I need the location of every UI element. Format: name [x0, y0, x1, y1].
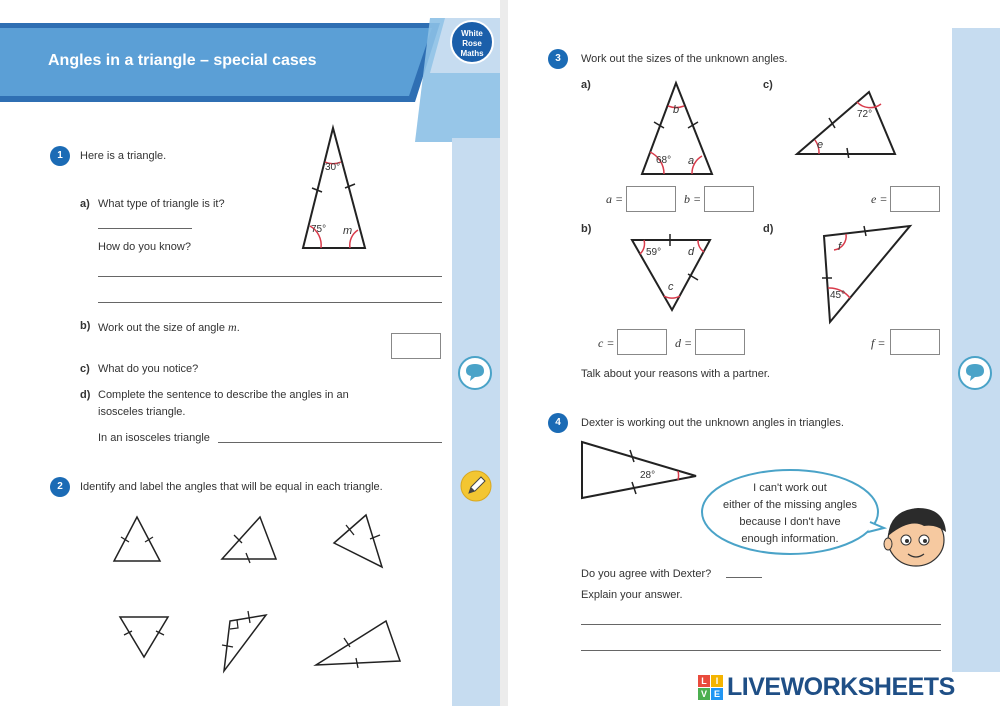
- q3-tri-c-left: e: [817, 139, 824, 151]
- q1-isosceles-triangle: [295, 122, 375, 252]
- q3-triangle-c: [793, 86, 903, 158]
- q2-triangle-5: [222, 611, 266, 671]
- page-gutter: [500, 0, 508, 706]
- question-1-number: 1: [50, 146, 70, 166]
- q3-answer-b-box[interactable]: [704, 186, 754, 212]
- q3-ans-d-label: [675, 336, 692, 351]
- q4-text: Dexter is working out the unknown angles in triangles.: [581, 417, 844, 429]
- q3-triangle-d: [820, 222, 916, 326]
- liveworksheets-brand: LIVEWORKSHEETS: [727, 672, 955, 701]
- q3-tri-a-left: 68°: [656, 155, 672, 166]
- q3-ans-c-var: c: [598, 336, 604, 350]
- q3-ans-a-eq: =: [615, 192, 624, 206]
- q1-c-text: What do you notice?: [98, 363, 199, 375]
- logo-text: White Rose Maths: [460, 29, 484, 58]
- q1-d-sentence: In an isosceles triangle: [98, 432, 210, 444]
- q2-triangle-2: [222, 517, 276, 563]
- q3-ans-f-eq: =: [877, 336, 886, 350]
- q3-answer-e-box[interactable]: [890, 186, 940, 212]
- q3-triangle-b: [626, 234, 716, 314]
- q1-b-var: m: [228, 320, 237, 334]
- q3-talk: Talk about your reasons with a partner.: [581, 368, 770, 380]
- q1-intro: Here is a triangle.: [80, 150, 167, 162]
- q1-how-line-1[interactable]: [98, 276, 442, 277]
- question-4-number: 4: [548, 413, 568, 433]
- q4-explain: Explain your answer.: [581, 589, 683, 601]
- q3-d-label: d): [763, 223, 774, 235]
- q3-tri-d-top: f: [838, 241, 842, 253]
- q1-a-answer-line[interactable]: [98, 228, 192, 229]
- q1-c-label: c): [80, 363, 90, 375]
- q3-text: Work out the sizes of the unknown angles.: [581, 53, 788, 65]
- speech-line-4: enough information.: [741, 533, 839, 545]
- q3-ans-a-var: a: [606, 192, 612, 206]
- q3-tri-b-bottom: c: [668, 281, 674, 293]
- q3-tri-b-left: 59°: [646, 247, 662, 258]
- q2-triangle-6: [316, 621, 400, 668]
- q4-explain-line-2[interactable]: [581, 650, 941, 651]
- live-letter-e: E: [711, 688, 723, 700]
- q3-ans-c-eq: =: [606, 336, 615, 350]
- discuss-icon: [458, 356, 492, 390]
- right-sidebar-strip: [952, 28, 1000, 672]
- q3-tri-d-bottom: 45°: [830, 290, 846, 301]
- speech-line-3: because I don't have: [739, 516, 841, 528]
- pencil-icon: [460, 470, 492, 502]
- q3-ans-d-var: d: [675, 336, 681, 350]
- speech-line-1: I can't work out: [753, 482, 827, 494]
- question-3-number: 3: [548, 49, 568, 69]
- q3-ans-a-label: [606, 192, 623, 207]
- live-letter-l: L: [698, 675, 710, 687]
- q3-tri-c-top: 72°: [857, 109, 873, 120]
- q1-a-text: What type of triangle is it?: [98, 198, 225, 210]
- dexter-avatar: [880, 502, 952, 570]
- q2-text: Identify and label the angles that will be equal in each triangle.: [80, 481, 383, 493]
- q4-agree: Do you agree with Dexter?: [581, 568, 712, 580]
- q1-how-line-2[interactable]: [98, 302, 442, 303]
- white-rose-maths-logo: [450, 20, 494, 64]
- q1-tri-right-label: m: [343, 225, 353, 237]
- q3-tri-a-right: a: [688, 155, 695, 167]
- q2-triangle-4: [120, 617, 168, 657]
- q3-ans-f-label: [871, 336, 885, 351]
- discuss-icon-right: [958, 356, 992, 390]
- q3-ans-e-label: [871, 192, 887, 207]
- q3-ans-c-label: [598, 336, 614, 351]
- speech-line-2: either of the missing angles: [723, 499, 857, 511]
- q3-triangle-a: [636, 78, 722, 178]
- q3-ans-b-label: [684, 192, 701, 207]
- q1-d-label: d): [80, 389, 91, 401]
- q1-b-text-main: Work out the size of angle: [98, 322, 229, 334]
- page-title: Angles in a triangle – special cases: [48, 52, 317, 69]
- q3-answer-d-box[interactable]: [695, 329, 745, 355]
- q1-a-how: How do you know?: [98, 241, 191, 253]
- q1-d-text-1: Complete the sentence to describe the angles in an: [98, 389, 349, 401]
- q3-tri-b-right: d: [688, 246, 695, 258]
- q3-ans-b-eq: =: [693, 192, 702, 206]
- left-sidebar-strip: [452, 138, 500, 706]
- q4-agree-line[interactable]: [726, 577, 762, 578]
- q3-c-label: c): [763, 79, 773, 91]
- q1-b-label: b): [80, 320, 91, 332]
- q1-tri-top-label: 30°: [325, 162, 341, 173]
- q2-triangle-3: [334, 515, 382, 567]
- live-icon: [698, 675, 723, 700]
- q3-answer-c-box[interactable]: [617, 329, 667, 355]
- live-letter-v: V: [698, 688, 710, 700]
- q3-ans-e-eq: =: [879, 192, 888, 206]
- question-2-number: 2: [50, 477, 70, 497]
- q2-triangles: [100, 505, 420, 675]
- q1-b-end: .: [236, 322, 240, 334]
- q3-answer-f-box[interactable]: [890, 329, 940, 355]
- q4-explain-line-1[interactable]: [581, 624, 941, 625]
- dexter-speech-bubble: [698, 466, 888, 560]
- q1-a-label: a): [80, 198, 90, 210]
- q3-ans-b-var: b: [684, 192, 690, 206]
- q2-triangle-1: [114, 517, 160, 561]
- q3-ans-d-eq: =: [684, 336, 693, 350]
- q3-b-label: b): [581, 223, 592, 235]
- q1-tri-left-label: 75°: [311, 224, 327, 235]
- q1-b-answer-box[interactable]: [391, 333, 441, 359]
- q3-ans-f-var: f: [871, 336, 875, 350]
- q4-tri-angle: 28°: [640, 470, 656, 481]
- header-banner: [0, 18, 500, 148]
- live-letter-i: I: [711, 675, 723, 687]
- q3-answer-a-box[interactable]: [626, 186, 676, 212]
- q1-d-answer-line[interactable]: [218, 442, 442, 443]
- q3-tri-a-top: b: [673, 104, 680, 116]
- liveworksheets-logo: [698, 672, 955, 702]
- q1-d-text-2: isosceles triangle.: [98, 406, 186, 418]
- q3-ans-e-var: e: [871, 192, 877, 206]
- q3-a-label: a): [581, 79, 591, 91]
- q4-triangle: [576, 436, 702, 504]
- q1-b-text: [98, 320, 240, 335]
